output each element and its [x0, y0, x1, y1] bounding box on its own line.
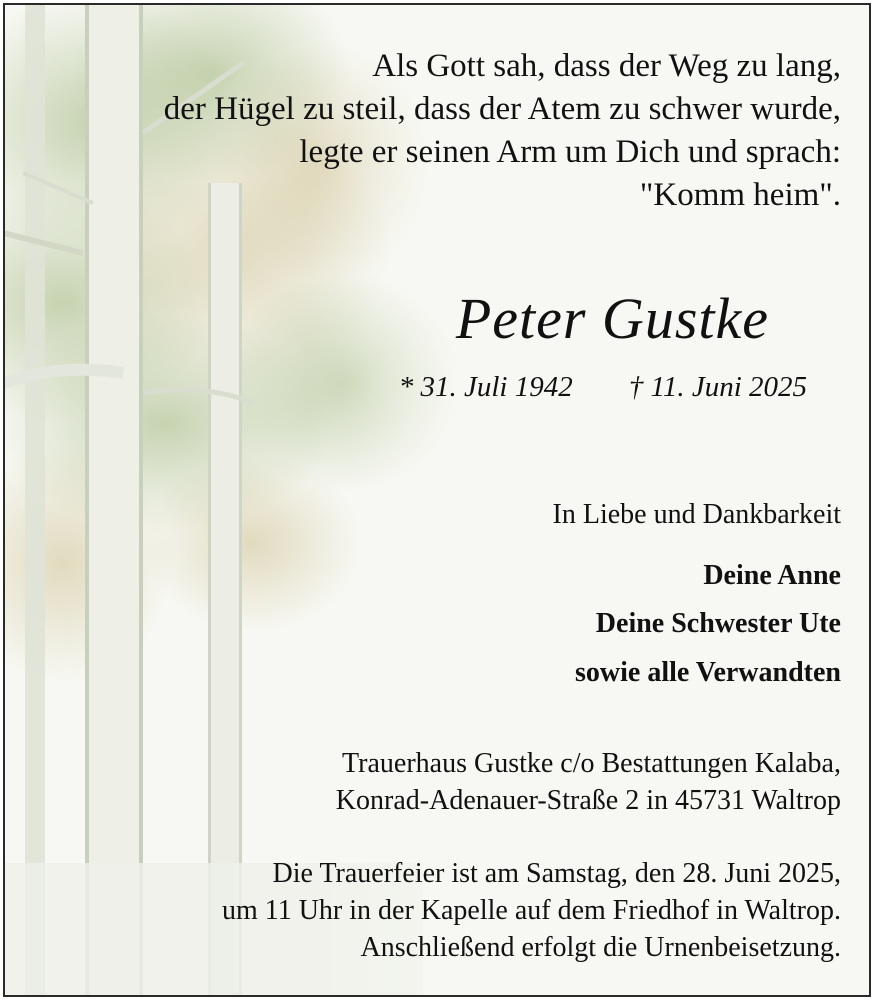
service-line: um 11 Uhr in der Kapelle auf dem Friedhof in Waltrop. — [221, 895, 841, 926]
service-line: Die Trauerfeier ist am Samstag, den 28. Juni 2025, — [272, 858, 841, 889]
poem-line: "Komm heim". — [639, 177, 841, 213]
poem — [164, 45, 841, 217]
deceased-name: Peter Gustke — [455, 286, 769, 351]
death-date: † 11. Juni 2025 — [628, 371, 807, 403]
address-line: Trauerhaus Gustke c/o Bestattungen Kalaba, — [342, 748, 841, 779]
poem-line: legte er seinen Arm um Dich und sprach: — [299, 134, 841, 170]
mourner-name: Deine Schwester Ute — [595, 608, 841, 639]
life-dates — [399, 371, 807, 404]
obituary-notice — [3, 3, 871, 997]
funeral-service-info — [222, 855, 841, 966]
poem-line: der Hügel zu steil, dass der Atem zu schwer wurde, — [163, 91, 841, 127]
mourner-name: sowie alle Verwandten — [575, 657, 841, 688]
mourner-name: Deine Anne — [703, 560, 841, 591]
poem-line: Als Gott sah, dass der Weg zu lang, — [372, 48, 841, 84]
birth-date: * 31. Juli 1942 — [398, 371, 573, 403]
address-line: Konrad-Adenauer-Straße 2 in 45731 Waltrop — [335, 785, 841, 816]
thanks-line: In Liebe und Dankbarkeit — [552, 499, 841, 530]
service-line: Anschließend erfolgt die Urnenbeisetzung. — [360, 932, 841, 963]
mourning-address — [336, 745, 841, 819]
